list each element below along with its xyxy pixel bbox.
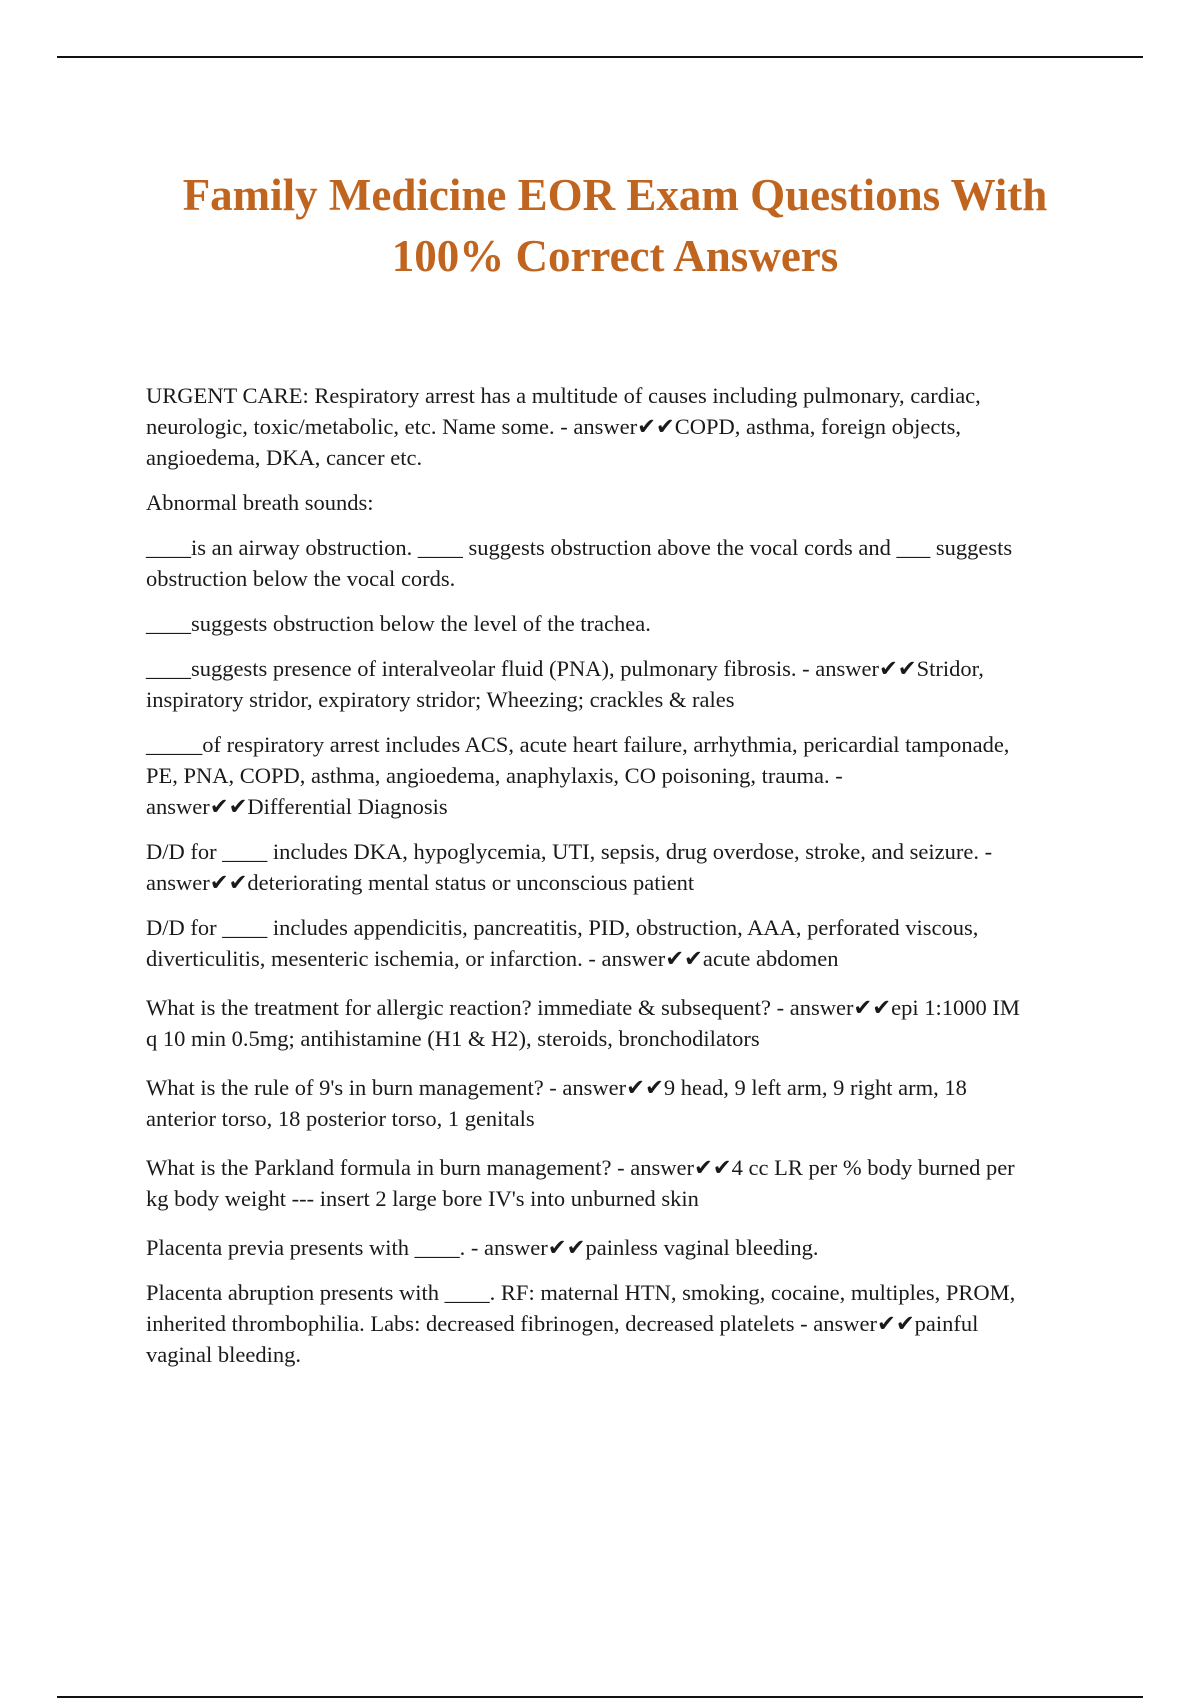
- title-line-2: 100% Correct Answers: [391, 231, 839, 281]
- paragraph-placenta-previa: [146, 1232, 1086, 1263]
- paragraph-differential-diagnosis: [146, 729, 1086, 822]
- text-line: _____of respiratory arrest includes ACS, acute heart failure, arrhythmia, pericardial tamponade,: [146, 732, 1010, 757]
- text-line: D/D for ____ includes appendicitis, pancreatitis, PID, obstruction, AAA, perforated viscous,: [146, 915, 979, 940]
- text-line: Abnormal breath sounds:: [146, 490, 374, 515]
- paragraph-trachea: [146, 608, 1086, 639]
- text-line: ____suggests presence of interalveolar fluid (PNA), pulmonary fibrosis. - answer✔✔Stridor,: [146, 656, 984, 681]
- paragraph-rule-of-nines: [146, 1072, 1086, 1134]
- text-line: q 10 min 0.5mg; antihistamine (H1 & H2), steroids, bronchodilators: [146, 1026, 760, 1051]
- paragraph-airway-obstruction: [146, 532, 1086, 594]
- paragraph-abnormal-breath-sounds: [146, 487, 1086, 518]
- text-line: Placenta abruption presents with ____. RF: maternal HTN, smoking, cocaine, multiples, PROM,: [146, 1280, 1016, 1305]
- paragraph-allergic-reaction: [146, 992, 1086, 1054]
- text-line: ____suggests obstruction below the level of the trachea.: [146, 611, 651, 636]
- title-line-1: Family Medicine EOR Exam Questions With: [182, 170, 1048, 220]
- text-line: What is the Parkland formula in burn management? - answer✔✔4 cc LR per % body burned per: [146, 1155, 1015, 1180]
- text-line: What is the rule of 9's in burn management? - answer✔✔9 head, 9 left arm, 9 right arm, 18: [146, 1075, 967, 1100]
- text-line: vaginal bleeding.: [146, 1342, 301, 1367]
- text-line: neurologic, toxic/metabolic, etc. Name some. - answer✔✔COPD, asthma, foreign objects,: [146, 414, 961, 439]
- page-title: [120, 165, 1110, 287]
- text-line: What is the treatment for allergic reaction? immediate & subsequent? - answer✔✔epi 1:1000 IM: [146, 995, 1020, 1020]
- text-line: obstruction below the vocal cords.: [146, 566, 456, 591]
- text-line: PE, PNA, COPD, asthma, angioedema, anaphylaxis, CO poisoning, trauma. -: [146, 763, 843, 788]
- paragraph-interalveolar-fluid: [146, 653, 1086, 715]
- text-line: answer✔✔Differential Diagnosis: [146, 794, 448, 819]
- text-line: inspiratory stridor, expiratory stridor; Wheezing; crackles & rales: [146, 687, 735, 712]
- text-line: URGENT CARE: Respiratory arrest has a multitude of causes including pulmonary, cardiac,: [146, 383, 981, 408]
- paragraph-urgent-care: [146, 380, 1086, 473]
- text-line: Placenta previa presents with ____. - answer✔✔painless vaginal bleeding.: [146, 1235, 819, 1260]
- text-line: angioedema, DKA, cancer etc.: [146, 445, 423, 470]
- paragraph-placenta-abruption: [146, 1277, 1086, 1370]
- text-line: answer✔✔deteriorating mental status or unconscious patient: [146, 870, 695, 895]
- paragraph-acute-abdomen: [146, 912, 1086, 974]
- top-rule: [57, 56, 1143, 58]
- bottom-rule: [57, 1696, 1143, 1698]
- text-line: kg body weight --- insert 2 large bore IV's into unburned skin: [146, 1186, 699, 1211]
- paragraph-mental-status: [146, 836, 1086, 898]
- text-line: D/D for ____ includes DKA, hypoglycemia, UTI, sepsis, drug overdose, stroke, and seizure. -: [146, 839, 993, 864]
- text-line: diverticulitis, mesenteric ischemia, or infarction. - answer✔✔acute abdomen: [146, 946, 839, 971]
- paragraph-parkland-formula: [146, 1152, 1086, 1214]
- text-line: anterior torso, 18 posterior torso, 1 genitals: [146, 1106, 535, 1131]
- text-line: ____is an airway obstruction. ____ suggests obstruction above the vocal cords and ___ suggests: [146, 535, 1013, 560]
- document-body: [146, 380, 1086, 1384]
- text-line: inherited thrombophilia. Labs: decreased fibrinogen, decreased platelets - answer✔✔painful: [146, 1311, 979, 1336]
